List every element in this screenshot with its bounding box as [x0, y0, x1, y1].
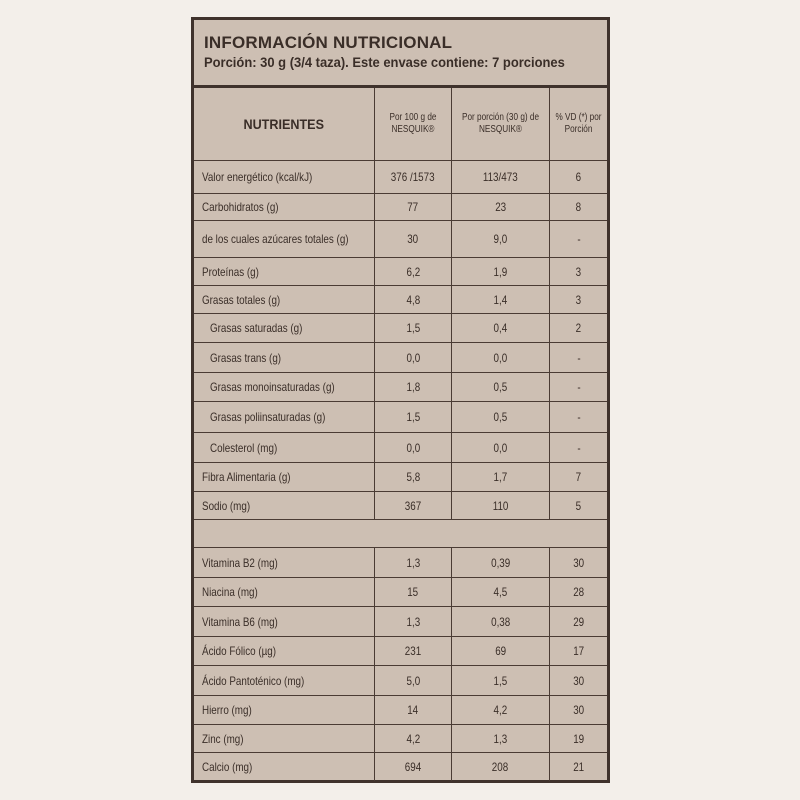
- cell-vd: [550, 402, 607, 432]
- cell-vpor: [452, 314, 550, 342]
- name-value: Zinc (mg): [202, 731, 244, 746]
- cell-name: [194, 343, 375, 372]
- v100-value: 231: [404, 644, 422, 658]
- cell-name: [194, 286, 375, 313]
- cell-name: [194, 666, 375, 695]
- cell-vpor: [452, 548, 550, 577]
- vpor-value: 9,0: [493, 232, 508, 246]
- vd-value: 3: [575, 292, 582, 307]
- v100-value: 5,0: [406, 673, 420, 688]
- header-nutrients: NUTRIENTES: [194, 88, 375, 160]
- name-value: Calcio (mg): [202, 760, 253, 774]
- cell-v100: [375, 373, 452, 401]
- table-row: [194, 696, 607, 725]
- cell-v100: [375, 492, 452, 519]
- cell-vd: [550, 161, 607, 193]
- name-value: Ácido Fólico (µg): [202, 644, 277, 658]
- table-row: [194, 343, 607, 373]
- cell-name: [194, 258, 375, 285]
- cell-vd: [550, 753, 607, 781]
- v100-value: 0,0: [406, 350, 420, 365]
- v100-value: 14: [407, 703, 419, 717]
- vpor-value: 0,5: [493, 410, 508, 424]
- vd-value: -: [576, 232, 581, 246]
- name-value: Proteínas (g): [202, 264, 259, 279]
- vpor-value: 0,39: [490, 555, 511, 570]
- cell-vd: [550, 194, 607, 220]
- name-value: Fibra Alimentaria (g): [202, 470, 291, 484]
- name-value: Grasas saturadas (g): [210, 321, 303, 335]
- v100-value: 15: [407, 585, 419, 599]
- cell-name: [194, 753, 375, 781]
- name-value: Ácido Pantoténico (mg): [202, 673, 305, 688]
- name-value: de los cuales azúcares totales (g): [202, 232, 349, 246]
- cell-vd: [550, 373, 607, 401]
- vd-value: 3: [575, 264, 582, 279]
- v100-value: 1,3: [406, 614, 420, 629]
- header-vd: % VD (*) por Porción: [555, 112, 602, 135]
- cell-v100: [375, 463, 452, 491]
- cell-name: [194, 725, 375, 752]
- name-value: Niacina (mg): [202, 585, 258, 599]
- vpor-value: 0,38: [490, 614, 511, 629]
- cell-name: [194, 637, 375, 665]
- cell-vd: [550, 433, 607, 462]
- cell-vpor: [452, 402, 550, 432]
- header-per-portion: Por porción (30 g) de NESQUIK®: [452, 88, 550, 160]
- cell-vpor: [452, 578, 550, 606]
- vd-value: 7: [575, 470, 582, 484]
- cell-vpor: [452, 286, 550, 313]
- vpor-value: 69: [495, 644, 506, 658]
- v100-value: 77: [407, 200, 419, 214]
- vd-value: 17: [573, 644, 584, 658]
- cell-name: [194, 492, 375, 519]
- cell-name: [194, 463, 375, 491]
- cell-name: [194, 194, 375, 220]
- cell-v100: [375, 286, 452, 313]
- cell-vpor: [452, 161, 550, 193]
- cell-vd: [550, 637, 607, 665]
- v100-value: 376 /1573: [391, 170, 435, 184]
- cell-v100: [375, 725, 452, 752]
- vd-value: -: [576, 380, 581, 394]
- cell-vpor: [452, 343, 550, 372]
- label-title: INFORMACIÓN NUTRICIONAL: [204, 33, 453, 52]
- vd-value: 30: [573, 555, 584, 570]
- table-row: [194, 753, 607, 781]
- cell-v100: [375, 433, 452, 462]
- cell-vpor: [452, 258, 550, 285]
- cell-v100: [375, 666, 452, 695]
- name-value: Grasas monoinsaturadas (g): [210, 380, 335, 394]
- cell-v100: [375, 221, 452, 257]
- cell-vd: [550, 314, 607, 342]
- cell-name: [194, 696, 375, 724]
- vd-value: -: [576, 350, 581, 365]
- cell-vpor: [452, 637, 550, 665]
- name-value: Valor energético (kcal/kJ): [202, 170, 313, 184]
- table-row: [194, 161, 607, 194]
- vd-value: 30: [573, 703, 584, 717]
- cell-vd: [550, 492, 607, 519]
- section-gap: [194, 520, 607, 548]
- vpor-value: 208: [492, 760, 509, 774]
- cell-vd: [550, 286, 607, 313]
- cell-vd: [550, 343, 607, 372]
- vd-value: 5: [575, 498, 582, 513]
- v100-value: 4,8: [406, 292, 420, 307]
- vpor-value: 1,3: [493, 731, 508, 746]
- cell-v100: [375, 578, 452, 606]
- cell-vpor: [452, 696, 550, 724]
- name-value: Grasas trans (g): [210, 350, 282, 365]
- cell-v100: [375, 161, 452, 193]
- table-row: [194, 637, 607, 666]
- cell-name: [194, 607, 375, 636]
- vpor-value: 0,5: [493, 380, 508, 394]
- cell-vd: [550, 666, 607, 695]
- v100-value: 6,2: [406, 264, 420, 279]
- cell-vd: [550, 463, 607, 491]
- cell-vpor: [452, 373, 550, 401]
- table-row: [194, 286, 607, 314]
- vd-value: -: [576, 440, 581, 455]
- table-row: [194, 402, 607, 433]
- v100-value: 694: [404, 760, 422, 774]
- table-row: [194, 578, 607, 607]
- vpor-value: 1,9: [493, 264, 508, 279]
- cell-v100: [375, 258, 452, 285]
- vpor-value: 110: [492, 498, 509, 513]
- cell-name: [194, 314, 375, 342]
- vd-value: 2: [575, 321, 582, 335]
- v100-value: 0,0: [406, 440, 420, 455]
- cell-v100: [375, 194, 452, 220]
- vpor-value: 0,0: [493, 440, 508, 455]
- header-per100: Por 100 g de NESQUIK®: [375, 88, 452, 160]
- cell-name: [194, 402, 375, 432]
- name-value: Carbohidratos (g): [202, 200, 279, 214]
- v100-value: 5,8: [406, 470, 420, 484]
- v100-value: 30: [407, 232, 419, 246]
- vd-value: -: [576, 410, 581, 424]
- cell-v100: [375, 343, 452, 372]
- v100-value: 1,3: [406, 555, 420, 570]
- cell-vd: [550, 548, 607, 577]
- table-row: [194, 666, 607, 696]
- cell-vd: [550, 258, 607, 285]
- v100-value: 1,5: [406, 321, 420, 335]
- table-row: [194, 194, 607, 221]
- vpor-value: 1,4: [493, 292, 508, 307]
- cell-vd: [550, 725, 607, 752]
- v100-value: 1,5: [406, 410, 420, 424]
- vpor-value: 1,7: [493, 470, 508, 484]
- cell-vpor: [452, 607, 550, 636]
- nutrition-label: [191, 17, 610, 783]
- vpor-value: 23: [495, 200, 506, 214]
- table-row: [194, 548, 607, 578]
- cell-v100: [375, 753, 452, 781]
- vpor-value: 0,0: [493, 350, 508, 365]
- table-row: [194, 221, 607, 258]
- table-row: [194, 433, 607, 463]
- cell-vpor: [452, 725, 550, 752]
- cell-name: [194, 578, 375, 606]
- cell-vpor: [452, 666, 550, 695]
- vpor-value: 4,5: [493, 585, 508, 599]
- cell-vd: [550, 696, 607, 724]
- cell-vpor: [452, 221, 550, 257]
- table-row: [194, 258, 607, 286]
- table-row: [194, 607, 607, 637]
- name-value: Colesterol (mg): [210, 440, 278, 455]
- table-row: [194, 373, 607, 402]
- name-value: Vitamina B2 (mg): [202, 555, 278, 570]
- cell-vpor: [452, 194, 550, 220]
- cell-v100: [375, 402, 452, 432]
- table-row: [194, 492, 607, 520]
- vd-value: 19: [573, 731, 584, 746]
- cell-v100: [375, 696, 452, 724]
- cell-vd: [550, 607, 607, 636]
- cell-v100: [375, 548, 452, 577]
- cell-name: [194, 221, 375, 257]
- table-row: [194, 314, 607, 343]
- cell-v100: [375, 607, 452, 636]
- name-value: Grasas totales (g): [202, 292, 281, 307]
- vpor-value: 113/473: [483, 170, 518, 184]
- cell-name: [194, 548, 375, 577]
- cell-name: [194, 373, 375, 401]
- cell-name: [194, 161, 375, 193]
- cell-name: [194, 433, 375, 462]
- v100-value: 367: [404, 498, 422, 513]
- vpor-value: 1,5: [493, 673, 508, 688]
- name-value: Grasas poliinsaturadas (g): [210, 410, 326, 424]
- label-header: [194, 20, 607, 88]
- name-value: Sodio (mg): [202, 498, 251, 513]
- table-header-row: [194, 88, 607, 161]
- cell-vd: [550, 221, 607, 257]
- vd-value: 6: [575, 170, 582, 184]
- table-row: [194, 463, 607, 492]
- vpor-value: 0,4: [493, 321, 508, 335]
- v100-value: 1,8: [406, 380, 420, 394]
- cell-vd: [550, 578, 607, 606]
- cell-v100: [375, 637, 452, 665]
- vd-value: 30: [573, 673, 584, 688]
- name-value: Hierro (mg): [202, 703, 252, 717]
- vpor-value: 4,2: [493, 703, 508, 717]
- cell-v100: [375, 314, 452, 342]
- vd-value: 8: [575, 200, 582, 214]
- serving-info: Porción: 30 g (3/4 taza). Este envase contiene: 7 porciones: [204, 55, 565, 70]
- name-value: Vitamina B6 (mg): [202, 614, 278, 629]
- cell-vpor: [452, 492, 550, 519]
- vd-value: 29: [573, 614, 584, 629]
- cell-vpor: [452, 463, 550, 491]
- cell-vpor: [452, 433, 550, 462]
- vd-value: 28: [573, 585, 584, 599]
- v100-value: 4,2: [406, 731, 420, 746]
- vd-value: 21: [573, 760, 584, 774]
- table-row: [194, 725, 607, 753]
- cell-vpor: [452, 753, 550, 781]
